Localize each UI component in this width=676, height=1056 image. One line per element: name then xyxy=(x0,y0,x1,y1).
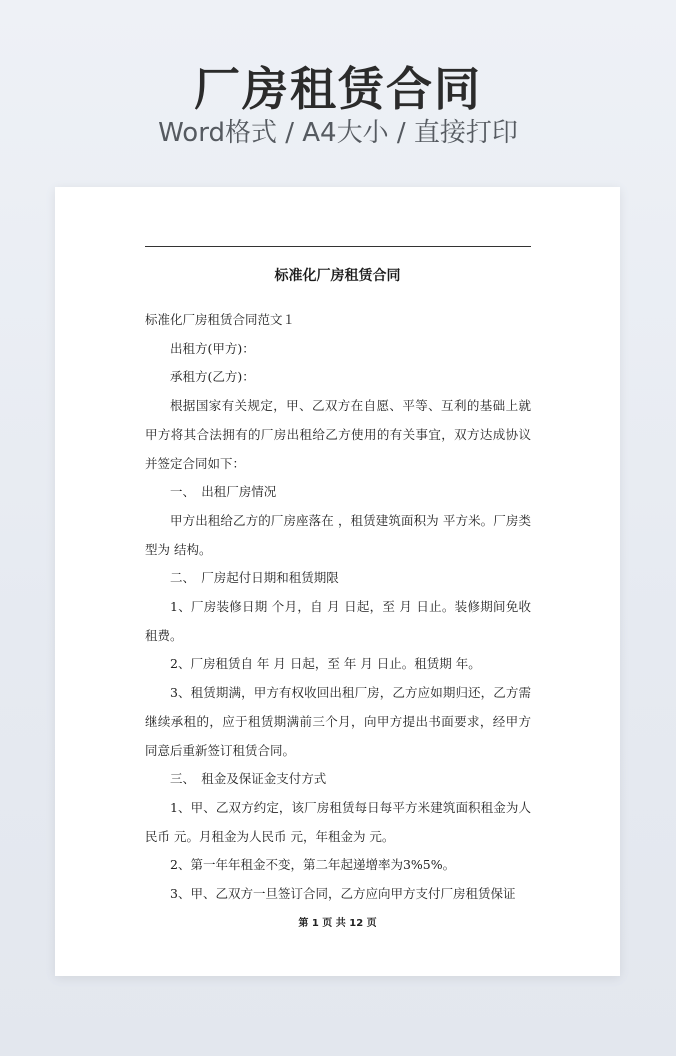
paragraph-lessor: 出租方(甲方)： xyxy=(170,340,255,356)
banner-title: 厂房租赁合同 xyxy=(194,62,482,116)
document-page xyxy=(55,187,620,976)
paragraph-property: 甲方出租给乙方的厂房座落在 ，租赁建筑面积为 平方米。厂房类型为 结构。 xyxy=(145,512,531,557)
paragraph-clause-2-2: 2、厂房租赁自 年 月 日起，至 年 月 日止。租赁期 年。 xyxy=(170,656,481,672)
page-number: 第 1 页 共 12 页 xyxy=(298,918,377,929)
header-rule xyxy=(145,246,531,247)
document-title: 标准化厂房租赁合同 xyxy=(274,268,401,284)
paragraph-clause-3-3: 3、甲、乙双方一旦签订合同，乙方应向甲方支付厂房租赁保证 xyxy=(170,886,516,902)
document-body xyxy=(145,306,531,909)
section-heading-3: 三、 租金及保证金支付方式 xyxy=(170,771,327,787)
paragraph-heading: 标准化厂房租赁合同范文１ xyxy=(145,312,296,327)
paragraph-lessee: 承租方(乙方)： xyxy=(170,369,255,385)
section-heading-1: 一、 出租厂房情况 xyxy=(170,484,277,500)
paragraph-preamble: 根据国家有关规定，甲、乙双方在自愿、平等、互利的基础上就甲方将其合法拥有的厂房出租给乙方使用的有关事宜，双方达成协议并签定合同如下： xyxy=(145,398,531,471)
paragraph-clause-2-3: 3、租赁期满，甲方有权收回出租厂房，乙方应如期归还，乙方需继续承租的，应于租赁期满前三个月，向甲方提出书面要求，经甲方同意后重新签订租赁合同。 xyxy=(145,685,531,758)
paragraph-clause-3-2: 2、第一年年租金不变，第二年起递增率为3%5%。 xyxy=(170,857,456,873)
section-heading-2: 二、 厂房起付日期和租赁期限 xyxy=(170,570,339,586)
paragraph-clause-2-1: 1、厂房装修日期 个月，自 月 日起，至 月 日止。装修期间免收租费。 xyxy=(145,599,531,643)
paragraph-clause-3-1: 1、甲、乙双方约定，该厂房租赁每日每平方米建筑面积租金为人民币 元。月租金为人民币 元，年租金为 元。 xyxy=(145,799,531,844)
banner-subtitle: Word格式 / A4大小 / 直接打印 xyxy=(158,118,518,148)
